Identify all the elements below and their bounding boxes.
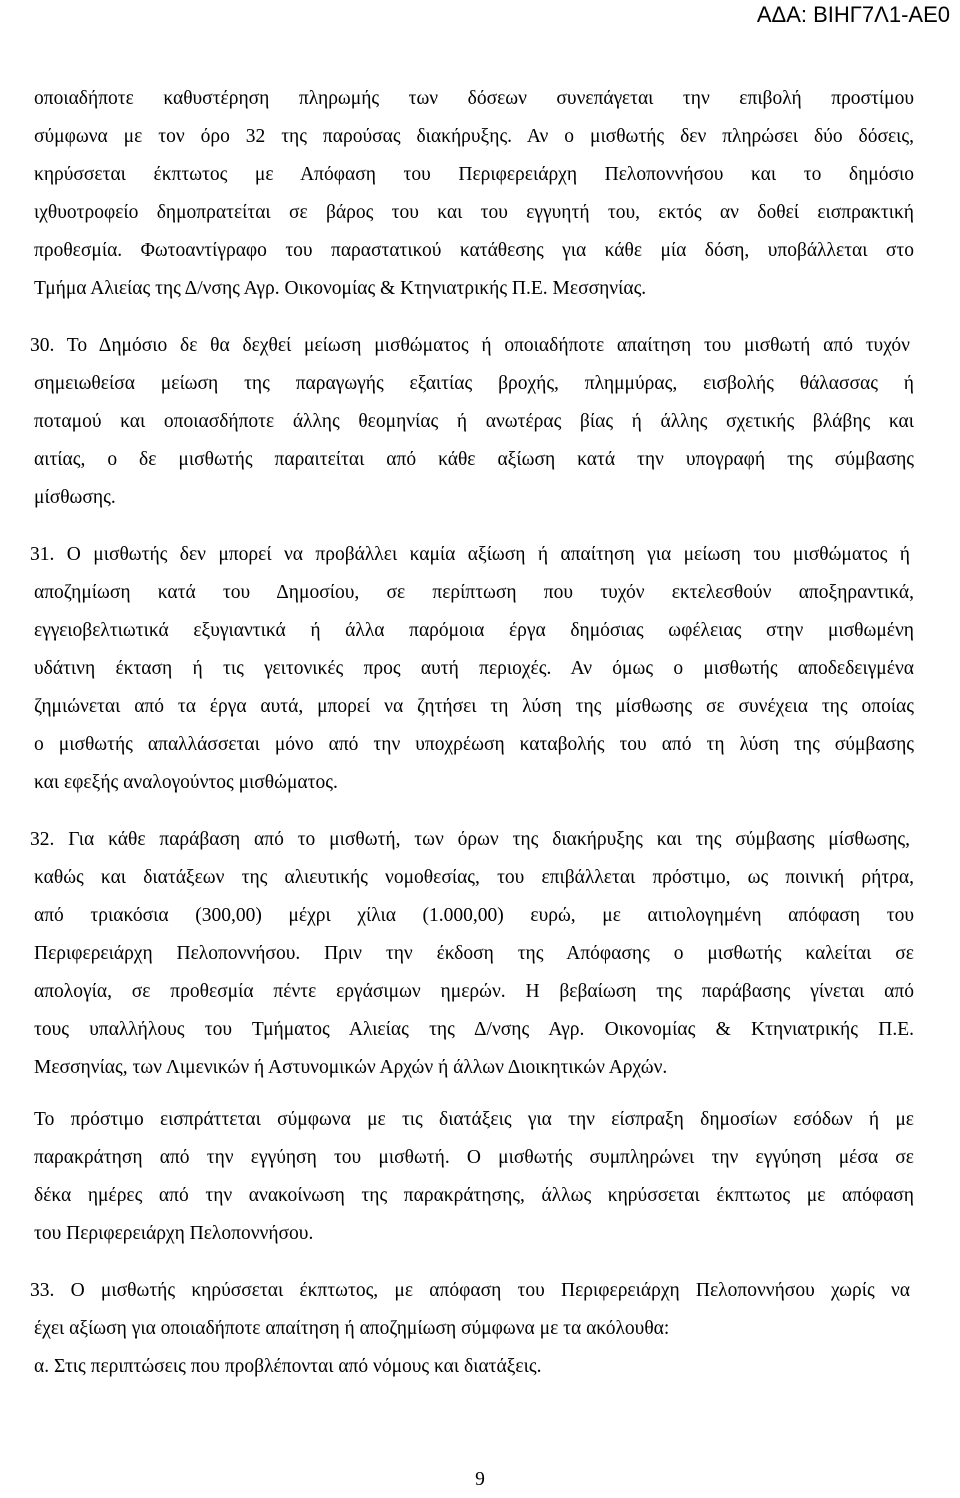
text-line: οποιαδήποτε καθυστέρηση πληρωμής των δόσεων συνεπάγεται την επιβολή προστίμου xyxy=(34,88,914,109)
page-number: 9 xyxy=(475,1469,485,1490)
text-line: παρακράτηση από την εγγύηση του μισθωτή. Ο μισθωτής συμπληρώνει την εγγύηση μέσα σε xyxy=(34,1147,914,1168)
text-line: κηρύσσεται έκπτωτος με Απόφαση του Περιφερειάρχη Πελοποννήσου και το δημόσιο xyxy=(34,164,914,185)
text-line: 32. Για κάθε παράβαση από το μισθωτή, των όρων της διακήρυξης και της σύμβασης μίσθωσης, xyxy=(30,829,910,850)
text-line: Μεσσηνίας, των Λιμενικών ή Αστυνομικών Αρχών ή άλλων Διοικητικών Αρχών. xyxy=(34,1057,668,1078)
text-line: αποζημίωση κατά του Δημοσίου, σε περίπτωση που τυχόν εκτελεσθούν αποξηραντικά, xyxy=(34,582,914,603)
text-line: υδάτινη έκταση ή τις γειτονικές προς αυτή περιοχές. Αν όμως ο μισθωτής αποδεδειγμένα xyxy=(34,658,914,679)
text-line: απολογία, σε προθεσμία πέντε εργάσιμων ημερών. Η βεβαίωση της παράβασης γίνεται από xyxy=(34,981,914,1002)
text-line: εγγειοβελτιωτικά εξυγιαντικά ή άλλα παρόμοια έργα δημόσιας ωφέλειας στην μισθωμένη xyxy=(34,620,914,641)
clause-30 xyxy=(30,327,914,517)
text-line: ο μισθωτής απαλλάσσεται μόνο από την υποχρέωση καταβολής του από τη λύση της σύμβασης xyxy=(34,734,914,755)
text-line: και εφεξής αναλογούντος μισθώματος. xyxy=(34,772,338,793)
document-ada-code: ΑΔΑ: ΒΙΗΓ7Λ1-ΑΕ0 xyxy=(756,2,950,27)
text-line: ιχθυοτροφείο δημοπρατείται σε βάρος του και του εγγυητή του, εκτός αν δοθεί εισπρακτική xyxy=(34,202,914,223)
clause-33 xyxy=(30,1272,914,1386)
document-body xyxy=(30,80,914,1386)
text-line: έχει αξίωση για οποιαδήποτε απαίτηση ή αποζημίωση σύμφωνα με τα ακόλουθα: xyxy=(34,1318,670,1339)
text-line: α. Στις περιπτώσεις που προβλέπονται από νόμους και διατάξεις. xyxy=(34,1356,542,1377)
text-line: Τμήμα Αλιείας της Δ/νσης Αγρ. Οικονομίας & Κτηνιατρικής Π.Ε. Μεσσηνίας. xyxy=(34,278,647,299)
text-line: δέκα ημέρες από την ανακοίνωση της παρακράτησης, άλλως κηρύσσεται έκπτωτος με απόφαση xyxy=(34,1185,914,1206)
text-line: τους υπαλλήλους του Τμήματος Αλιείας της Δ/νσης Αγρ. Οικονομίας & Κτηνιατρικής Π.Ε. xyxy=(34,1019,914,1040)
text-line: σημειωθείσα μείωση της παραγωγής εξαιτίας βροχής, πλημμύρας, εισβολής θάλασσας ή xyxy=(34,373,914,394)
text-line: προθεσμία. Φωτοαντίγραφο του παραστατικού κατάθεσης για κάθε μία δόση, υποβάλλεται στο xyxy=(34,240,914,261)
text-line: του Περιφερειάρχη Πελοποννήσου. xyxy=(34,1223,314,1244)
text-line: καθώς και διατάξεων της αλιευτικής νομοθεσίας, του επιβάλλεται πρόστιμο, ως ποινική ρήτρα, xyxy=(34,867,914,888)
text-line: ζημιώνεται από τα έργα αυτά, μπορεί να ζητήσει τη λύση της μίσθωσης σε συνέχεια της οποίας xyxy=(34,696,914,717)
clause-32 xyxy=(30,821,914,1087)
text-line: από τριακόσια (300,00) μέχρι χίλια (1.000,00) ευρώ, με αιτιολογημένη απόφαση του xyxy=(34,905,914,926)
text-line: μίσθωσης. xyxy=(34,487,116,508)
paragraph-continuation xyxy=(34,80,914,308)
text-line: 31. Ο μισθωτής δεν μπορεί να προβάλλει καμία αξίωση ή απαίτηση για μείωση του μισθώματος ή xyxy=(30,544,910,565)
text-line: Το πρόστιμο εισπράττεται σύμφωνα με τις διατάξεις για την είσπραξη δημοσίων εσόδων ή με xyxy=(34,1109,914,1130)
text-line: Περιφερειάρχη Πελοποννήσου. Πριν την έκδοση της Απόφασης ο μισθωτής καλείται σε xyxy=(34,943,914,964)
text-line: 33. Ο μισθωτής κηρύσσεται έκπτωτος, με απόφαση του Περιφερειάρχη Πελοποννήσου χωρίς να xyxy=(30,1280,910,1301)
clause-32-continuation xyxy=(34,1101,914,1253)
text-line: σύμφωνα με τον όρο 32 της παρούσας διακήρυξης. Αν ο μισθωτής δεν πληρώσει δύο δόσεις, xyxy=(34,126,914,147)
text-line: ποταμού και οποιασδήποτε άλλης θεομηνίας ή ανωτέρας βίας ή άλλης σχετικής βλάβης και xyxy=(34,411,914,432)
clause-31 xyxy=(30,536,914,802)
text-line: αιτίας, ο δε μισθωτής παραιτείται από κάθε αξίωση κατά την υπογραφή της σύμβασης xyxy=(34,449,914,470)
text-line: 30. Το Δημόσιο δε θα δεχθεί μείωση μισθώματος ή οποιαδήποτε απαίτηση του μισθωτή από τυχόν xyxy=(30,335,910,356)
